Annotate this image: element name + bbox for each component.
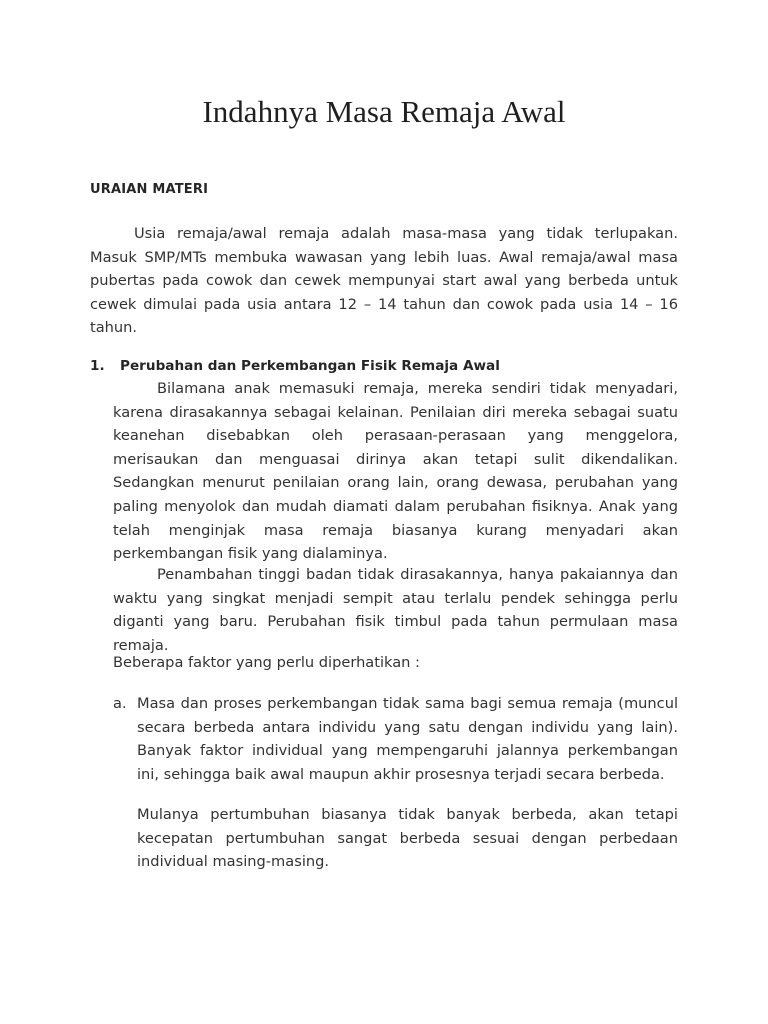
list-item-continuation: Mulanya pertumbuhan biasanya tidak banyak berbeda, akan tetapi kecepatan pertumbuhan sangat berbeda sesuai dengan perbedaan individual masing-masing. <box>137 806 678 871</box>
factors-intro: Beberapa faktor yang perlu diperhatikan : <box>113 654 420 671</box>
subsection-heading-text: Perubahan dan Perkembangan Fisik Remaja Awal <box>120 358 500 374</box>
subsection-heading <box>90 358 690 374</box>
intro-paragraph: Usia remaja/awal remaja adalah masa-masa yang tidak terlupakan. Masuk SMP/MTs membuka wawasan yang lebih luas. Awal remaja/awal masa pubertas pada cowok dan cewek mempunyai start awal yang berbeda untuk cewek dimulai pada usia antara 12 – 14 tahun dan cowok pada usia 14 – 16 tahun. <box>90 225 678 337</box>
document-title: Indahnya Masa Remaja Awal <box>202 94 566 129</box>
list-item-letter: a. <box>113 695 127 712</box>
list-item-text: Masa dan proses perkembangan tidak sama bagi semua remaja (muncul secara berbeda antara individu yang satu dengan individu yang lain). Banyak faktor individual yang mempengaruhi jalannya perkembangan ini, sehingga baik awal maupun akhir prosesnya terjadi secara berbeda. <box>137 695 678 783</box>
physical-change-paragraph: Bilamana anak memasuki remaja, mereka sendiri tidak menyadari, karena dirasakannya sebagai kelainan. Penilaian diri mereka sebagai suatu keanehan disebabkan oleh perasaan-perasaan yang menggelora, merisaukan dan menguasai dirinya akan tetapi sulit dikendalikan. Sedangkan menurut penilaian orang lain, orang dewasa, perubahan yang paling menyolok dan mudah diamati dalam perubahan fisiknya. Anak yang telah menginjak masa remaja biasanya kurang menyadari akan perkembangan fisik yang dialaminya. <box>113 380 678 563</box>
subsection-number: 1. <box>90 358 105 374</box>
height-growth-paragraph: Penambahan tinggi badan tidak dirasakannya, hanya pakaiannya dan waktu yang singkat menjadi sempit atau terlalu pendek sehingga perlu diganti yang baru. Perubahan fisik timbul pada tahun permulaan masa remaja. <box>113 566 678 654</box>
section-heading: URAIAN MATERI <box>90 182 209 197</box>
list-item <box>113 692 678 786</box>
